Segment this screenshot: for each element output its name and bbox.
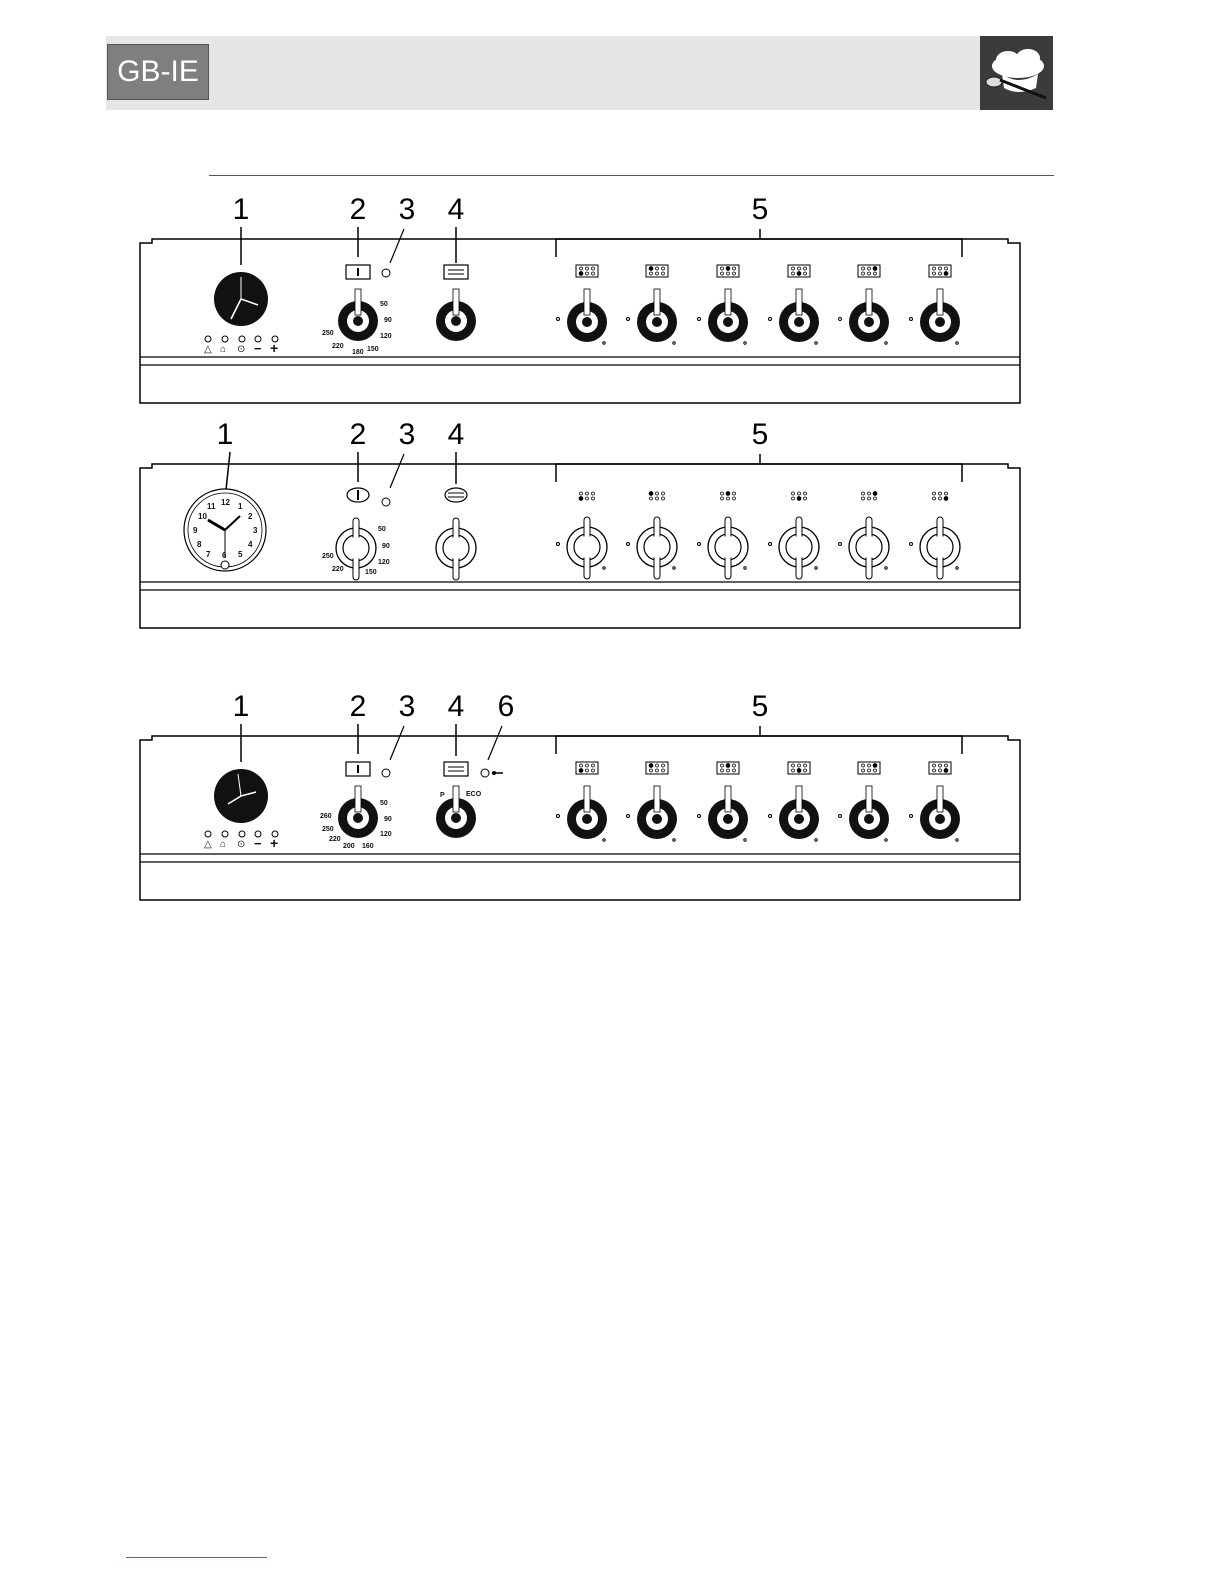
section-rule: [209, 175, 1054, 176]
callout-4: 4: [447, 690, 465, 723]
burner-knob[interactable]: [557, 762, 608, 841]
flame-max-icon: [769, 543, 772, 546]
scale-label: 150: [365, 569, 377, 576]
flame-max-icon: [698, 318, 701, 321]
flame-min-icon: [603, 839, 605, 841]
scale-label: 50: [380, 301, 388, 308]
flame-max-icon: [839, 815, 842, 818]
function-label-eco: ECO: [466, 791, 482, 798]
scale-label: 90: [384, 317, 392, 324]
bell-icon: △: [204, 344, 212, 355]
scale-label: 90: [384, 816, 392, 823]
callout-5: 5: [751, 193, 769, 226]
scale-label: 150: [367, 346, 379, 353]
burner-knob[interactable]: [627, 490, 678, 579]
clock-icon: ⊙: [237, 839, 246, 850]
plus-button[interactable]: +: [270, 340, 279, 356]
callout-2: 2: [349, 690, 367, 723]
burner-knob[interactable]: [910, 762, 961, 841]
clock-numeral: 9: [193, 526, 198, 535]
flame-min-icon: [956, 567, 958, 569]
scale-label: 250: [322, 826, 334, 833]
burner-knobs-row: [136, 195, 1024, 410]
flame-max-icon: [557, 318, 560, 321]
flame-max-icon: [698, 543, 701, 546]
callout-5: 5: [751, 418, 769, 451]
flame-max-icon: [910, 815, 913, 818]
flame-max-icon: [698, 815, 701, 818]
control-panel-b: [136, 420, 1024, 635]
flame-min-icon: [673, 839, 675, 841]
bell-icon: △: [204, 839, 212, 850]
burner-knob[interactable]: [910, 265, 961, 344]
footer-link-underline: [126, 1557, 267, 1558]
pan-icon: ⌂: [220, 839, 227, 850]
clock-numeral: 6: [222, 551, 227, 560]
flame-max-icon: [910, 318, 913, 321]
flame-min-icon: [603, 567, 605, 569]
burner-knob[interactable]: [769, 265, 820, 344]
flame-max-icon: [557, 543, 560, 546]
clock-numeral: 1: [238, 502, 243, 511]
clock-numeral: 8: [197, 540, 202, 549]
flame-max-icon: [627, 543, 630, 546]
burner-knob[interactable]: [839, 265, 890, 344]
flame-min-icon: [744, 567, 746, 569]
pan-icon: ⌂: [220, 344, 227, 355]
burner-knobs-row: [136, 692, 1024, 907]
clock-numeral: 2: [248, 512, 253, 521]
burner-knob[interactable]: [769, 762, 820, 841]
callout-1: 1: [216, 418, 234, 451]
callout-2: 2: [349, 193, 367, 226]
flame-min-icon: [815, 342, 817, 344]
flame-max-icon: [839, 318, 842, 321]
callout-3: 3: [398, 690, 416, 723]
language-badge: GB-IE: [107, 44, 209, 100]
control-panel-c: [136, 692, 1024, 907]
flame-max-icon: [910, 543, 913, 546]
scale-label: 120: [378, 559, 390, 566]
burner-knobs-row: [136, 420, 1024, 635]
scale-label: 220: [332, 343, 344, 350]
plus-button[interactable]: +: [270, 835, 279, 851]
flame-max-icon: [627, 318, 630, 321]
burner-knob[interactable]: [698, 490, 749, 579]
scale-label: 250: [322, 553, 334, 560]
clock-numeral: 4: [248, 540, 253, 549]
scale-label: 200: [343, 843, 355, 850]
chef-hat-spoon-icon: [980, 36, 1053, 110]
burner-knob[interactable]: [698, 762, 749, 841]
flame-min-icon: [673, 342, 675, 344]
minus-button[interactable]: −: [254, 341, 262, 356]
callout-4: 4: [447, 418, 465, 451]
burner-knob[interactable]: [627, 762, 678, 841]
flame-max-icon: [839, 543, 842, 546]
callout-2: 2: [349, 418, 367, 451]
burner-knob[interactable]: [557, 490, 608, 579]
scale-label: 160: [362, 843, 374, 850]
clock-icon: ⊙: [237, 344, 246, 355]
minus-button[interactable]: −: [254, 836, 262, 851]
callout-5: 5: [751, 690, 769, 723]
flame-min-icon: [744, 839, 746, 841]
flame-max-icon: [557, 815, 560, 818]
scale-label: 120: [380, 333, 392, 340]
burner-knob[interactable]: [839, 490, 890, 579]
clock-numeral: 12: [221, 498, 230, 507]
clock-numeral: 5: [238, 550, 243, 559]
callout-3: 3: [398, 418, 416, 451]
burner-knob[interactable]: [769, 490, 820, 579]
scale-label: 220: [332, 566, 344, 573]
scale-label: 50: [380, 800, 388, 807]
flame-min-icon: [956, 839, 958, 841]
scale-label: 90: [382, 543, 390, 550]
scale-label: 50: [378, 526, 386, 533]
clock-numeral: 10: [198, 512, 207, 521]
burner-knob[interactable]: [557, 265, 608, 344]
burner-knob[interactable]: [910, 490, 961, 579]
clock-numeral: 3: [253, 526, 258, 535]
header-band: [106, 36, 1053, 110]
flame-min-icon: [815, 839, 817, 841]
flame-min-icon: [956, 342, 958, 344]
flame-min-icon: [885, 839, 887, 841]
clock-numeral: 7: [206, 550, 211, 559]
callout-4: 4: [447, 193, 465, 226]
flame-min-icon: [885, 342, 887, 344]
control-panel-a: [136, 195, 1024, 410]
callout-3: 3: [398, 193, 416, 226]
flame-min-icon: [673, 567, 675, 569]
clock-numeral: 11: [207, 502, 216, 511]
burner-knob[interactable]: [627, 265, 678, 344]
burner-knob[interactable]: [839, 762, 890, 841]
flame-max-icon: [627, 815, 630, 818]
callout-1: 1: [232, 193, 250, 226]
flame-min-icon: [885, 567, 887, 569]
callout-6: 6: [497, 690, 515, 723]
flame-max-icon: [769, 318, 772, 321]
scale-label: 120: [380, 831, 392, 838]
flame-min-icon: [815, 567, 817, 569]
flame-min-icon: [744, 342, 746, 344]
burner-knob[interactable]: [698, 265, 749, 344]
function-label-p: P: [440, 792, 445, 799]
flame-min-icon: [603, 342, 605, 344]
scale-label: 260: [320, 813, 332, 820]
scale-label: 250: [322, 330, 334, 337]
callout-1: 1: [232, 690, 250, 723]
scale-label: 220: [329, 836, 341, 843]
scale-label: 180: [352, 349, 364, 356]
flame-max-icon: [769, 815, 772, 818]
